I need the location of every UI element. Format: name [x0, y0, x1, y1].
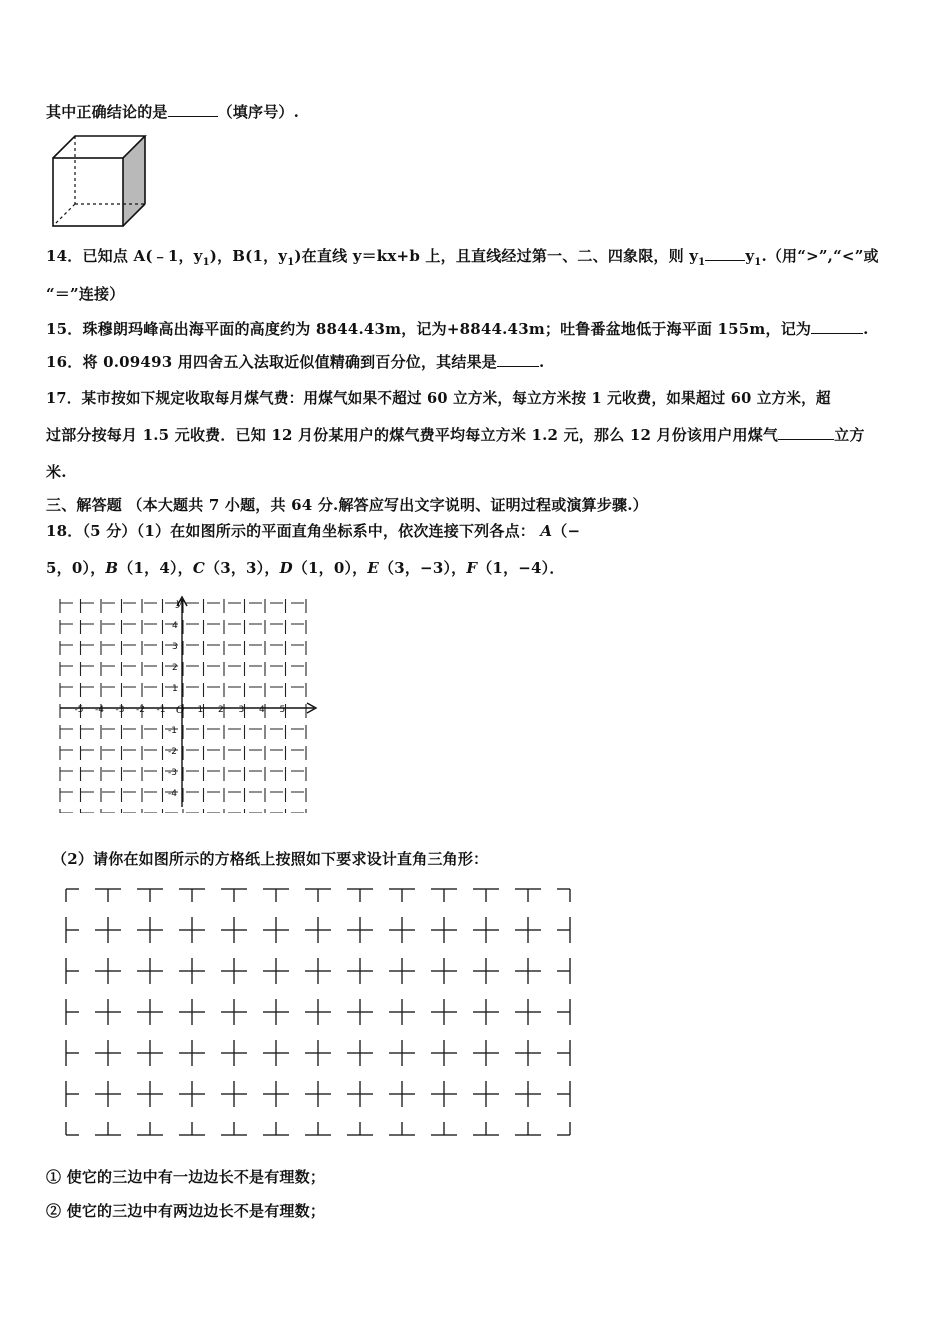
- q15-end: .: [863, 320, 869, 338]
- requirement-1: ① 使它的三边中有一边边长不是有理数；: [46, 1168, 326, 1186]
- x-tick-label: -5: [74, 705, 84, 715]
- q14-text-a: 14．已知点 A(﹣1，y: [46, 247, 203, 265]
- question-17-line3: 米.: [46, 463, 67, 481]
- point-separator: ，: [451, 559, 467, 577]
- q14-text-b: )，B(1，y: [209, 247, 288, 265]
- point-coordinate: （1，−4）: [477, 559, 550, 577]
- q15-text: 15．珠穆朗玛峰高出海平面的高度约为 8844.43m，记为+8844.43m；吐鲁番盆地低于海平面 155m，记为: [46, 320, 812, 338]
- question-18-line2: [46, 557, 565, 578]
- point-separator: ，: [264, 559, 280, 577]
- point-list-end: ．: [549, 559, 565, 577]
- q16-end: .: [538, 353, 545, 371]
- x-tick-label: 2: [218, 705, 224, 715]
- y-tick-label: 3: [172, 642, 178, 652]
- question-14-line1: [46, 245, 879, 268]
- point-label: B: [105, 559, 119, 577]
- x-tick-label: -3: [115, 705, 125, 715]
- q14-text-d: y: [745, 247, 755, 265]
- answer-blank: [778, 425, 834, 440]
- point-a-label: A: [540, 522, 553, 540]
- y-tick-label: -3: [168, 768, 177, 778]
- point-coordinate: （3，−3）: [379, 559, 452, 577]
- q14-sub: 1: [754, 257, 762, 268]
- q16-text: 16．将 0.09493 用四舍五入法取近似值精确到百分位，其结果是: [46, 353, 497, 371]
- answer-blank: [811, 319, 863, 334]
- point-coordinate: （3，3）: [205, 559, 265, 577]
- coordinate-axes: [60, 597, 316, 807]
- y-tick-label: 1: [172, 684, 178, 694]
- point-coordinate: 5，0）: [46, 559, 91, 577]
- point-label: C: [192, 559, 205, 577]
- x-tick-label: -1: [156, 705, 166, 715]
- intro-text-before: 其中正确结论的是: [46, 103, 168, 121]
- answer-blank: [705, 246, 745, 261]
- question-18-line1: [46, 520, 580, 541]
- point-label: F: [466, 559, 478, 577]
- question-15: [46, 318, 869, 339]
- point-label: D: [279, 559, 293, 577]
- point-separator: ，: [90, 559, 106, 577]
- answer-blank: [168, 102, 218, 117]
- point-a-open: （−: [552, 522, 581, 540]
- question-18-part2: （2）请你在如图所示的方格纸上按照如下要求设计直角三角形：: [52, 850, 489, 868]
- q18-text: 18．（5 分）（1）在如图所示的平面直角坐标系中，依次连接下列各点：: [46, 522, 535, 540]
- question-16: [46, 351, 544, 372]
- x-tick-label: -4: [95, 705, 104, 715]
- x-tick-label: 4: [259, 705, 265, 715]
- q14-text-e: .（用“>”,“<”或: [761, 247, 879, 265]
- point-label: E: [367, 559, 380, 577]
- point-separator: ，: [352, 559, 368, 577]
- cube-side-face: [123, 136, 145, 226]
- q14-sub: 1: [287, 257, 295, 268]
- coordinate-grid-figure: [58, 595, 324, 813]
- point-coordinate: （1，4）: [118, 559, 178, 577]
- x-tick-label: 1: [197, 705, 204, 715]
- point-separator: ，: [177, 559, 193, 577]
- intro-text-after: （填序号）.: [217, 103, 300, 121]
- y-tick-label: -4: [168, 789, 177, 799]
- section-3-heading: 三、解答题 （本大题共 7 小题，共 64 分.解答应写出文字说明、证明过程或演算步骤.）: [46, 496, 648, 514]
- cube-front-face: [53, 158, 123, 226]
- cube-figure: [48, 132, 152, 232]
- grid-paper-lines: [66, 889, 570, 1135]
- origin-label: O: [176, 705, 185, 716]
- question-17-line1: 17．某市按如下规定收取每月煤气费：用煤气如果不超过 60 立方米，每立方米按 1 元收费，如果超过 60 立方米，超: [46, 390, 831, 407]
- point-coordinate: （1，0）: [292, 559, 353, 577]
- requirement-2: ② 使它的三边中有两边边长不是有理数；: [46, 1202, 326, 1220]
- y-tick-label: 4: [172, 621, 178, 631]
- question-14-line2: “＝”连接）: [46, 285, 125, 303]
- y-tick-label: -1: [168, 726, 177, 736]
- x-tick-label: 5: [279, 705, 286, 715]
- q14-text-c: )在直线 y＝kx+b 上，且直线经过第一、二、四象限，则 y: [294, 247, 699, 265]
- q14-sub: 1: [698, 257, 706, 268]
- x-tick-label: -2: [136, 705, 145, 715]
- grid-paper: [60, 883, 580, 1139]
- x-tick-label: 3: [238, 705, 245, 715]
- q17-text-after: 立方: [834, 426, 865, 444]
- intro-line: [46, 101, 299, 122]
- q14-sub: 1: [202, 257, 210, 268]
- q17-text: 过部分按每月 1.5 元收费．已知 12 月份某用户的煤气费平均每立方米 1.2 元，那么 12 月份该用户用煤气: [46, 426, 779, 444]
- y-axis-label: y: [176, 598, 182, 609]
- question-17-line2: [46, 424, 865, 445]
- y-tick-label: -2: [168, 747, 177, 757]
- y-tick-label: 2: [172, 663, 178, 673]
- answer-blank: [497, 352, 539, 367]
